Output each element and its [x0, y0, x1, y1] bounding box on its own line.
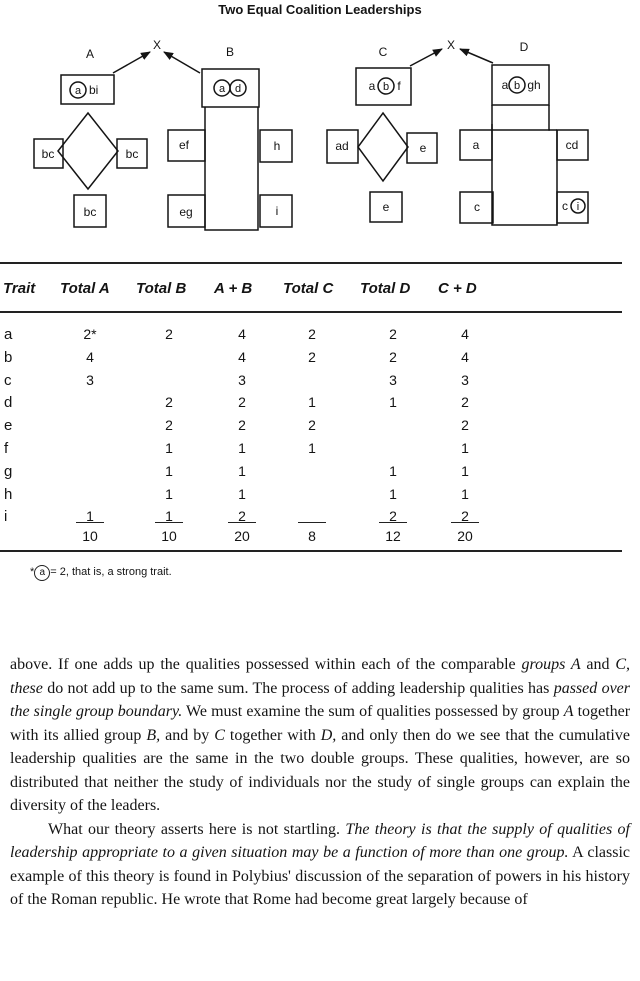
table-cell: 3 [389, 371, 397, 388]
sum-underline [379, 522, 407, 523]
group-a-right-text: bc [125, 147, 139, 161]
trait-label: e [4, 417, 13, 435]
table-cell: 4 [238, 348, 246, 365]
table-cell: 1 [308, 394, 316, 411]
group-d-left-bottom-text: c [474, 200, 480, 214]
group-b-right-top-text: h [273, 139, 281, 153]
group-b-left-bottom-text: eg [179, 205, 193, 219]
table-bottom-rule [0, 550, 622, 552]
text-segment: and only then do we see that the cumulative leadership qualities are the same in the two double groups. These qualities, however, are so distributed that neither the study of individuals nor the study of single groups can explain the diversity of the leaders. [10, 726, 630, 814]
table-cell: 2 [308, 326, 316, 342]
group-c-bottom-text: e [382, 200, 390, 214]
table-cell: 3 [86, 371, 94, 388]
sum-underline [451, 522, 479, 523]
group-b-body [205, 107, 258, 230]
group-b-leader-circle-2-text: d [234, 83, 242, 95]
group-d-left-top-text: a [472, 138, 480, 152]
text-segment: groups A [521, 656, 581, 673]
table-cell: 2 [238, 508, 246, 525]
header-total-a: Total A [60, 280, 110, 297]
table-cell: 1 [461, 462, 469, 479]
table-cell: 1 [389, 485, 397, 502]
table-cell: 2 [461, 394, 469, 411]
table-cell: 4 [238, 326, 246, 342]
text-segment: do not add up to the same sum. The process of adding leadership qualities has [42, 679, 554, 697]
table-header-rule [0, 311, 622, 313]
group-c-leader-pre-text: a [368, 79, 376, 93]
text-segment: and by [160, 726, 215, 744]
group-b-right-bottom-text: i [275, 204, 279, 218]
trait-label: d [4, 394, 13, 412]
table-cell: 2 [165, 326, 173, 342]
table-cell: 1 [461, 485, 469, 502]
table-cell: 2 [165, 394, 173, 411]
text-segment: and [580, 656, 616, 673]
table-cell: 2 [389, 326, 397, 342]
group-c-left-text: ad [335, 139, 349, 153]
table-cell: 1 [165, 440, 173, 456]
table-cell: 2 [308, 348, 316, 365]
header-total-d: Total D [360, 280, 411, 297]
text-segment: What our theory asserts here is not startling. [48, 820, 346, 838]
table-cell: 1 [165, 485, 173, 502]
header-a-plus-b: A + B [214, 280, 253, 297]
text-segment: A [563, 703, 574, 720]
text-segment: A classic example of this theory is found in Polybius' discussion of the separation of powers in his history of the Roman republic. He wrote that Rome had become great largely because of [10, 844, 631, 908]
trait-label: i [4, 508, 8, 526]
x-label-1: X [152, 38, 162, 52]
table-cell: 1 [389, 394, 397, 411]
footnote-text: = 2, that is, a strong trait. [50, 566, 172, 578]
body-text [10, 653, 630, 912]
text-segment: together with [224, 726, 321, 744]
sum-underline [155, 522, 183, 523]
group-c-diamond [358, 113, 408, 181]
table-cell: 2* [83, 326, 97, 342]
text-segment: passed over the single group boundary. [10, 679, 630, 720]
sum-underline [298, 522, 326, 523]
group-c-right-text: e [419, 141, 427, 155]
group-d-leader-post-text: gh [527, 78, 541, 92]
arrow-b-to-x [164, 52, 200, 73]
group-a-left-text: bc [41, 147, 55, 161]
table-cell: 2 [389, 508, 397, 525]
table-cell: 2 [461, 417, 469, 434]
text-segment: B, [146, 726, 161, 744]
group-d-leader-pre-text: a [501, 78, 509, 92]
group-label-c: C [378, 45, 388, 59]
table-cell: 4 [461, 326, 469, 342]
header-trait: Trait [3, 280, 36, 297]
footnote-circle: a [34, 565, 50, 581]
total-cell: 12 [385, 528, 401, 544]
sum-underline [76, 522, 104, 523]
text-segment: C [214, 726, 225, 744]
arrow-c-to-x [410, 49, 442, 66]
trait-label: f [4, 440, 9, 457]
table-cell: 1 [389, 462, 397, 479]
group-a-bottom-text: bc [83, 205, 97, 219]
group-b-leader-circle-1-text: a [218, 83, 226, 95]
group-d-leader-circle-text: b [513, 80, 521, 92]
group-a-diamond [58, 113, 118, 189]
trait-label: c [4, 371, 12, 389]
group-d-right-bottom-circle-text: i [576, 201, 580, 213]
table-cell: 2 [308, 417, 316, 434]
paragraph-1 [10, 653, 630, 818]
group-a-leader-circle-text: a [74, 85, 82, 97]
table-cell: 2 [165, 417, 173, 434]
coalition-diagram [0, 0, 640, 250]
header-total-c: Total C [283, 280, 334, 297]
header-c-plus-d: C + D [438, 280, 477, 297]
table-cell: 1 [461, 440, 469, 456]
sum-underline [228, 522, 256, 523]
trait-label: b [4, 348, 13, 366]
group-label-d: D [519, 40, 529, 54]
total-cell: 20 [234, 528, 250, 544]
text-segment: C, these [10, 656, 631, 697]
text-segment: The theory is that the supply of qualities of leadership appropriate to a given situation may be a function of more than one group. [10, 820, 630, 861]
table-cell: 1 [238, 462, 246, 479]
table-cell: 3 [238, 371, 246, 388]
group-d-right-bottom-pre-text: c [562, 199, 568, 213]
text-segment: above. If one adds up the qualities possessed within each of the comparable [10, 656, 522, 673]
total-cell: 10 [161, 528, 177, 544]
footnote-mark: * [30, 566, 35, 578]
text-segment: We must examine the sum of qualities possessed by group [182, 703, 564, 720]
footnote [30, 565, 172, 581]
arrow-d-to-x [460, 49, 493, 63]
group-d-body [492, 124, 557, 225]
paragraph-2 [10, 818, 630, 912]
group-a-leader-text: bi [89, 83, 99, 97]
x-label-2: X [446, 38, 456, 52]
total-cell: 20 [457, 528, 473, 544]
trait-label: g [4, 462, 13, 480]
table-cell: 1 [165, 462, 173, 479]
table-cell: 3 [461, 371, 469, 388]
table-cell: 2 [238, 394, 246, 411]
table-cell: 1 [238, 485, 246, 502]
group-d-right-top-text: cd [565, 138, 579, 152]
table-cell: 2 [461, 508, 469, 525]
group-c-leader-post-text: f [397, 79, 401, 93]
group-c-leader-circle-text: b [382, 81, 390, 93]
group-d-top-connector [492, 105, 557, 130]
total-cell: 8 [308, 528, 316, 544]
arrow-a-to-x [113, 52, 150, 73]
table-cell: 2 [389, 348, 397, 365]
total-cell: 10 [82, 528, 98, 544]
group-label-a: A [85, 47, 95, 61]
table-cell: 4 [461, 348, 469, 365]
table-cell: 1 [308, 440, 316, 456]
group-a-leader-box [61, 75, 114, 104]
text-segment: D, [320, 726, 337, 744]
table-cell: 2 [238, 417, 246, 434]
header-total-b: Total B [136, 280, 187, 297]
table-cell: 1 [238, 440, 246, 456]
table-cell: 1 [86, 508, 94, 525]
group-b-left-top-text: ef [178, 138, 190, 152]
trait-label: a [4, 326, 13, 343]
figure-title: Two Equal Coalition Leaderships [218, 2, 422, 17]
trait-label: h [4, 485, 13, 503]
table-top-rule [0, 262, 622, 264]
text-segment: together with its allied group [10, 703, 631, 744]
table-cell: 1 [165, 508, 173, 525]
table-cell: 4 [86, 348, 94, 365]
group-label-b: B [225, 45, 235, 59]
